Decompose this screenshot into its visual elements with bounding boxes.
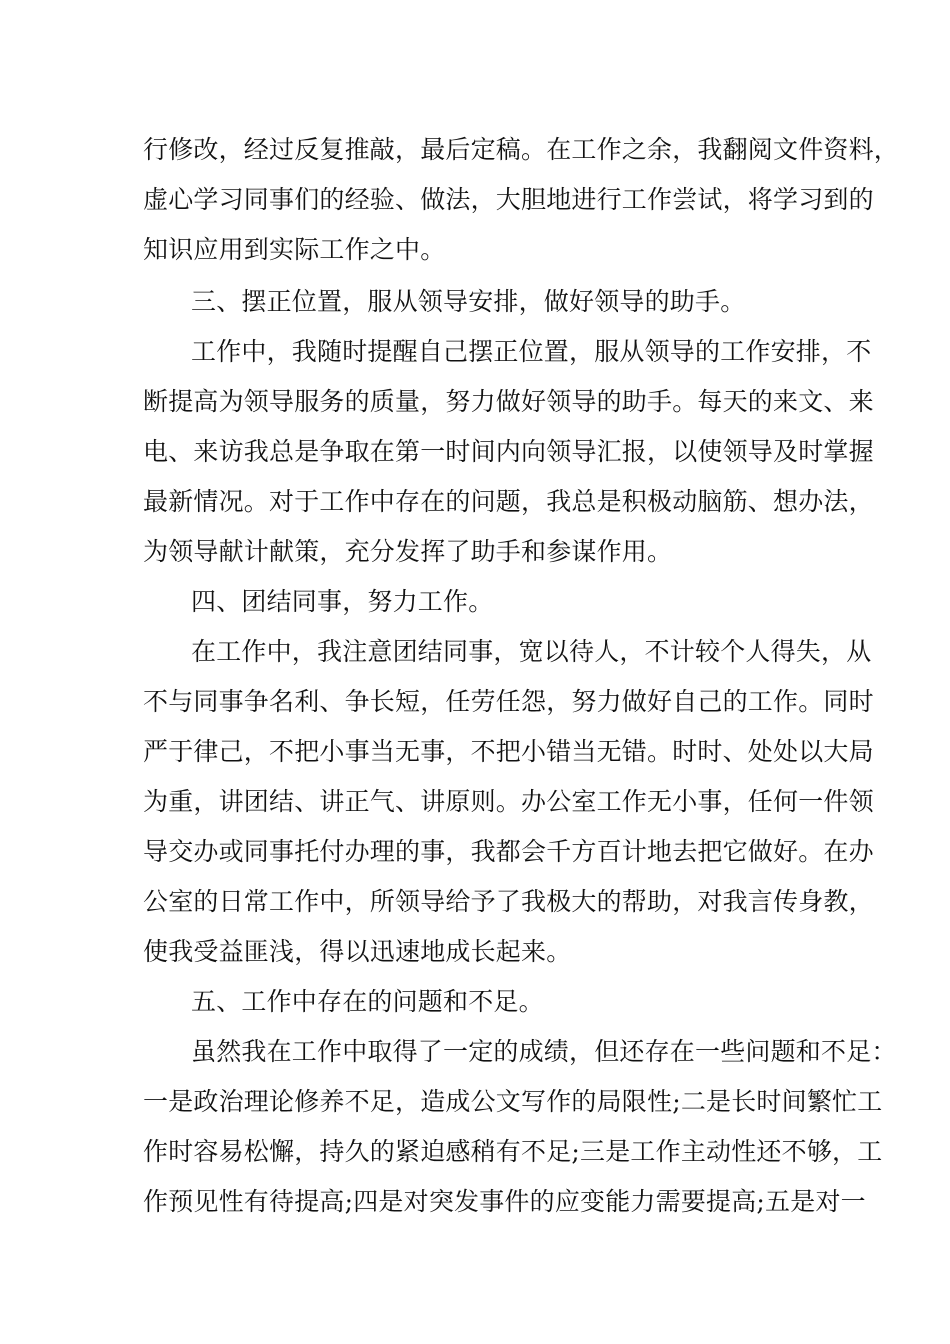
section-heading-3: 三、摆正位置，服从领导安排，做好领导的助手。	[191, 287, 746, 316]
paragraph-line: 一是政治理论修养不足，造成公文写作的局限性;二是长时间繁忙工	[143, 1087, 883, 1116]
paragraph-line: 严于律己，不把小事当无事，不把小错当无错。时时、处处以大局	[143, 737, 874, 766]
paragraph-line: 电、来访我总是争取在第一时间内向领导汇报，以使领导及时掌握	[143, 437, 874, 466]
paragraph-line: 为领导献计献策，充分发挥了助手和参谋作用。	[143, 537, 673, 566]
paragraph-line: 行修改，经过反复推敲，最后定稿。在工作之余，我翻阅文件资料，	[143, 135, 900, 164]
paragraph-line: 断提高为领导服务的质量，努力做好领导的助手。每天的来文、来	[143, 387, 874, 416]
paragraph-line: 作预见性有待提高;四是对突发事件的应变能力需要提高;五是对一	[143, 1187, 866, 1216]
section-heading-4: 四、团结同事，努力工作。	[191, 587, 494, 616]
paragraph-line: 最新情况。对于工作中存在的问题，我总是积极动脑筋、想办法，	[143, 487, 874, 516]
paragraph-line: 不与同事争名利、争长短，任劳任怨，努力做好自己的工作。同时	[143, 687, 874, 716]
paragraph-line: 导交办或同事托付办理的事，我都会千方百计地去把它做好。在办	[143, 837, 874, 866]
section-heading-5: 五、工作中存在的问题和不足。	[191, 987, 544, 1016]
paragraph-line: 知识应用到实际工作之中。	[143, 235, 446, 264]
paragraph-line: 公室的日常工作中，所领导给予了我极大的帮助，对我言传身教，	[143, 887, 874, 916]
paragraph-line: 为重，讲团结、讲正气、讲原则。办公室工作无小事，任何一件领	[143, 787, 874, 816]
paragraph-line: 虽然我在工作中取得了一定的成绩，但还存在一些问题和不足：	[191, 1037, 897, 1066]
paragraph-line: 工作中，我随时提醒自己摆正位置，服从领导的工作安排，不	[191, 337, 872, 366]
paragraph-line: 虚心学习同事们的经验、做法，大胆地进行工作尝试，将学习到的	[143, 185, 874, 214]
paragraph-line: 作时容易松懈，持久的紧迫感稍有不足;三是工作主动性还不够，工	[143, 1137, 883, 1166]
paragraph-line: 使我受益匪浅，得以迅速地成长起来。	[143, 937, 572, 966]
paragraph-line: 在工作中，我注意团结同事，宽以待人，不计较个人得失，从	[191, 637, 872, 666]
